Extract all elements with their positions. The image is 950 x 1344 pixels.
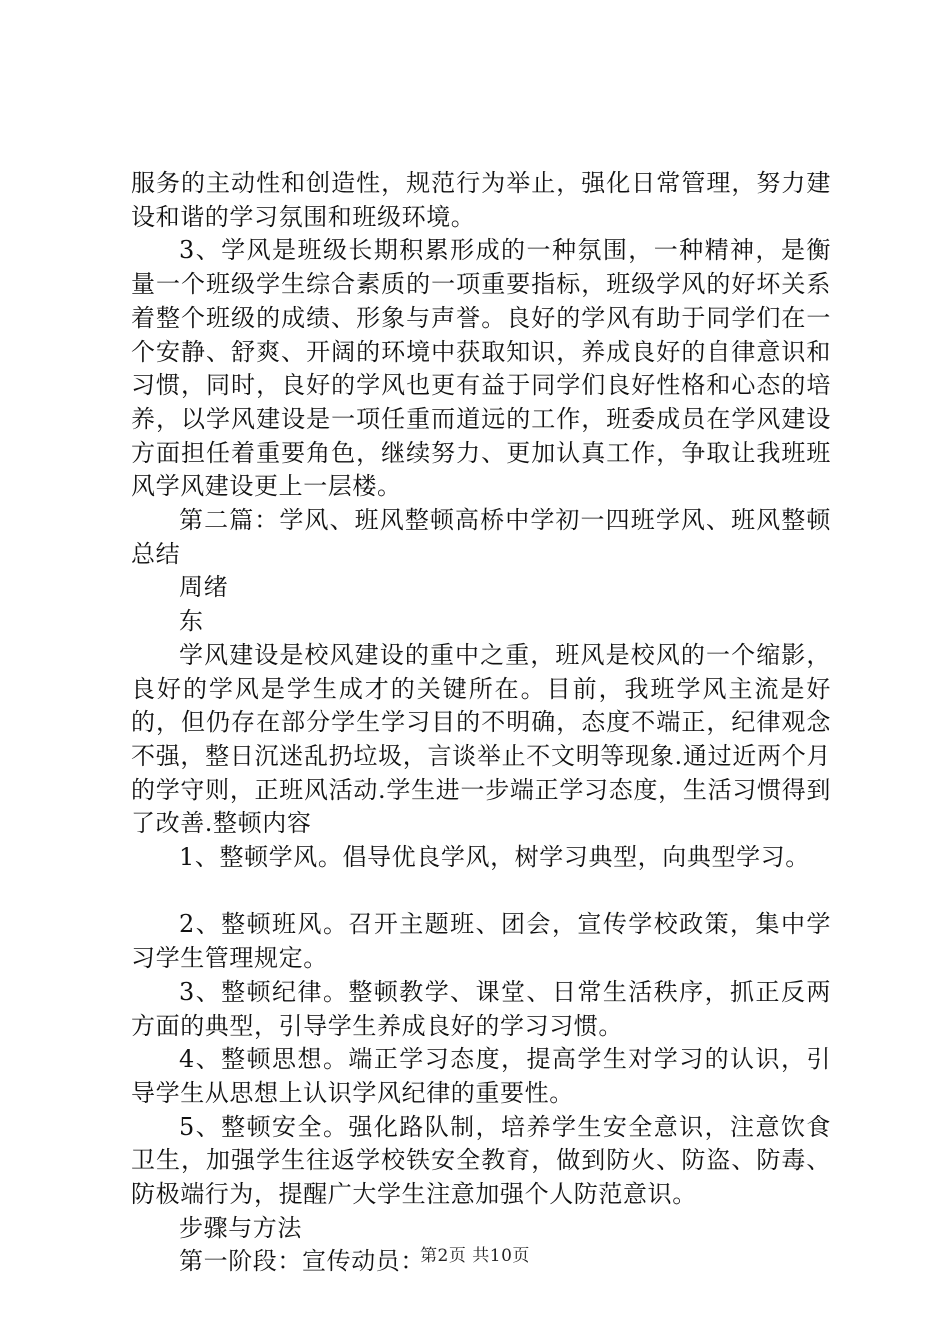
paragraph-intro: 学风建设是校风建设的重中之重，班风是校风的一个缩影，良好的学风是学生成才的关键所在。目前，我班学风主流是好的，但仍存在部分学生学习目的不明确，态度不端正，纪律观念不强，整日沉迷乱扔垃圾，言谈举止不文明等现象.通过近两个月的学守则，正班风活动.学生进一步端正学习态度，生活习惯得到了改善.整顿内容 bbox=[131, 640, 831, 838]
list-item-4: 4、整顿思想。端正学习态度，提高学生对学习的认识，引导学生从思想上认识学风纪律的重要性。 bbox=[131, 1045, 831, 1107]
paragraph-continuation: 服务的主动性和创造性，规范行为举止，强化日常管理，努力建设和谐的学习氛围和班级环境。 bbox=[131, 169, 831, 231]
author-name-part-1: 周绪 bbox=[179, 573, 229, 602]
list-item-5: 5、整顿安全。强化路队制，培养学生安全意识，注意饮食卫生，加强学生往返学校铁安全教育，做到防火、防盗、防毒、防极端行为，提醒广大学生注意加强个人防范意识。 bbox=[131, 1112, 831, 1209]
list-item-2: 2、整顿班风。召开主题班、团会，宣传学校政策，集中学习学生管理规定。 bbox=[131, 910, 831, 973]
list-item-1: 1、整顿学风。倡导优良学风，树学习典型，向典型学习。 bbox=[179, 843, 810, 872]
subheading-stage-1: 第一阶段：宣传动员： bbox=[179, 1247, 425, 1276]
list-item-3: 3、整顿纪律。整顿教学、课堂、日常生活秩序，抓正反两方面的典型，引导学生养成良好的学习习惯。 bbox=[131, 977, 831, 1040]
page-number: 第2页 共10页 bbox=[420, 1246, 530, 1266]
author-name-part-2: 东 bbox=[179, 607, 204, 636]
subheading-steps: 步骤与方法 bbox=[179, 1213, 302, 1242]
document-body bbox=[131, 167, 831, 1279]
section-heading: 第二篇：学风、班风整顿高桥中学初一四班学风、班风整顿总结 bbox=[131, 506, 831, 568]
paragraph-item-3: 3、学风是班级长期积累形成的一种氛围，一种精神，是衡量一个班级学生综合素质的一项重要指标，班级学风的好坏关系着整个班级的成绩、形象与声誉。良好的学风有助于同学们在一个安静、舒爽、开阔的环境中获取知识，养成良好的自律意识和习惯，同时，良好的学风也更有益于同学们良好性格和心态的培养，以学风建设是一项任重而道远的工作，班委成员在学风建设方面担任着重要角色，继续努力、更加认真工作，争取让我班班风学风建设更上一层楼。 bbox=[131, 236, 831, 501]
